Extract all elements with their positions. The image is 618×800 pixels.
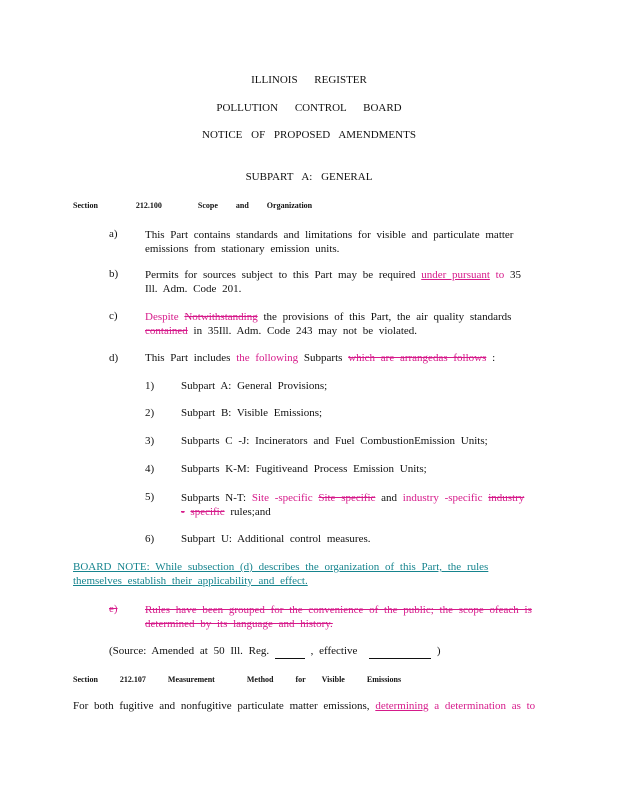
final-paragraph [73, 700, 535, 714]
section-107-title-b: Method [246, 675, 274, 684]
item-d-inserted: the following [236, 352, 299, 364]
final-text-after: as to [511, 700, 536, 712]
item-c-text [145, 310, 520, 338]
item-a-text: This Part contains standards and limitations for visible and particulate matter emissions from stationary emission units. [145, 229, 514, 255]
subitem-5-inserted-2: industry -specific [402, 492, 483, 504]
item-d-text-after: : [492, 352, 496, 364]
item-e-marker: e) [109, 603, 118, 615]
subitem-1-text: Subpart A: General Provisions; [181, 380, 328, 392]
item-e-line-1: Rules have been grouped for the convenience of the public; the scope ofeach is [145, 604, 532, 616]
item-d-text-before: This Part includes [145, 352, 231, 364]
item-c-deleted: Notwithstanding [184, 311, 258, 323]
final-inserted-2: a determination [434, 700, 506, 712]
subpart-heading: SUBPART A: GENERAL [245, 171, 373, 183]
item-e-text [145, 603, 532, 631]
subitem-3-text: Subparts C -J: Incinerators and Fuel CombustionEmission Units; [181, 435, 488, 447]
subitem-6-marker: 6) [145, 533, 155, 545]
item-c-marker: c) [109, 310, 118, 322]
subitem-4-marker: 4) [145, 463, 155, 475]
section-107-title-d: Visible [321, 675, 345, 684]
subitem-3-marker: 3) [145, 435, 155, 447]
item-c-text-after: in 35Ill. Adm. Code 243 may not be violated. [193, 325, 418, 337]
item-d-text [145, 352, 535, 366]
item-e-line-2: determined by its language and history. [145, 618, 333, 630]
section-107-label: Section [73, 675, 98, 684]
board-note-line-2: themselves establish their applicability and effect. [73, 574, 308, 587]
subitem-5-deleted: Site specific [318, 492, 376, 504]
section-number: 212.100 [135, 201, 162, 210]
item-c-inserted: Despite [145, 311, 179, 323]
header-notice: NOTICE OF PROPOSED AMENDMENTS [202, 129, 416, 141]
subitem-5-text [181, 491, 531, 519]
subitem-5-inserted: Site -specific [251, 492, 313, 504]
subitem-5-text-after: rules;and [230, 506, 271, 518]
board-note-line-1: BOARD NOTE: While subsection (d) describes the organization of this Part, the rules [73, 561, 489, 573]
item-d-text-mid: Subparts [303, 352, 343, 364]
item-b-inserted-2: to [495, 269, 505, 281]
section-212-100-heading [73, 201, 312, 211]
item-d-marker: d) [109, 352, 119, 364]
section-107-title-c: for [295, 675, 306, 684]
final-inserted: determining [375, 700, 429, 712]
item-d-deleted: which are arrangedas follows [348, 352, 487, 364]
subitem-6-text: Subpart U: Additional control measures. [181, 533, 371, 545]
source-effective-blank [369, 648, 431, 659]
subitem-5-deleted-2: industry - [181, 492, 525, 518]
subitem-1-marker: 1) [145, 380, 155, 392]
item-a-marker: a) [109, 228, 118, 240]
section-label: Section [73, 201, 98, 210]
source-text-3: ) [436, 645, 441, 657]
source-text-1: (Source: Amended at 50 Ill. Reg. [109, 645, 270, 657]
source-text-2: , effective [310, 645, 358, 657]
item-b-marker: b) [109, 268, 119, 280]
source-reg-blank [275, 648, 305, 659]
header-register: ILLINOIS REGISTER [251, 74, 367, 86]
item-b-text [145, 268, 535, 296]
subitem-5-marker: 5) [145, 491, 155, 503]
board-note [73, 561, 488, 589]
item-c-text-mid: the provisions of this Part, the air quality standards [263, 311, 512, 323]
item-c-deleted-2: contained [145, 325, 188, 337]
header-board: POLLUTION CONTROL BOARD [216, 102, 402, 114]
item-b-text-before: Permits for sources subject to this Part may be required [145, 269, 416, 281]
section-107-number: 212.107 [119, 675, 146, 684]
section-title: Scope and Organization [197, 201, 313, 210]
subitem-5-deleted-3: specific [190, 506, 225, 518]
section-107-title-a: Measurement [167, 675, 215, 684]
subitem-2-text: Subpart B: Visible Emissions; [181, 407, 323, 419]
item-b-text-after: 35 Ill. Adm. Code 201. [145, 269, 521, 295]
subitem-5-text-before: Subparts N-T: [181, 492, 247, 504]
subitem-5-text-mid: and [381, 492, 398, 504]
final-text-before: For both fugitive and nonfugitive particulate matter emissions, [73, 700, 370, 712]
subitem-4-text: Subparts K-M: Fugitiveand Process Emission Units; [181, 463, 427, 475]
item-b-inserted: under pursuant [421, 269, 490, 281]
section-212-107-heading [73, 675, 401, 685]
subitem-2-marker: 2) [145, 407, 155, 419]
section-107-title-e: Emissions [366, 675, 402, 684]
source-line [109, 645, 441, 659]
